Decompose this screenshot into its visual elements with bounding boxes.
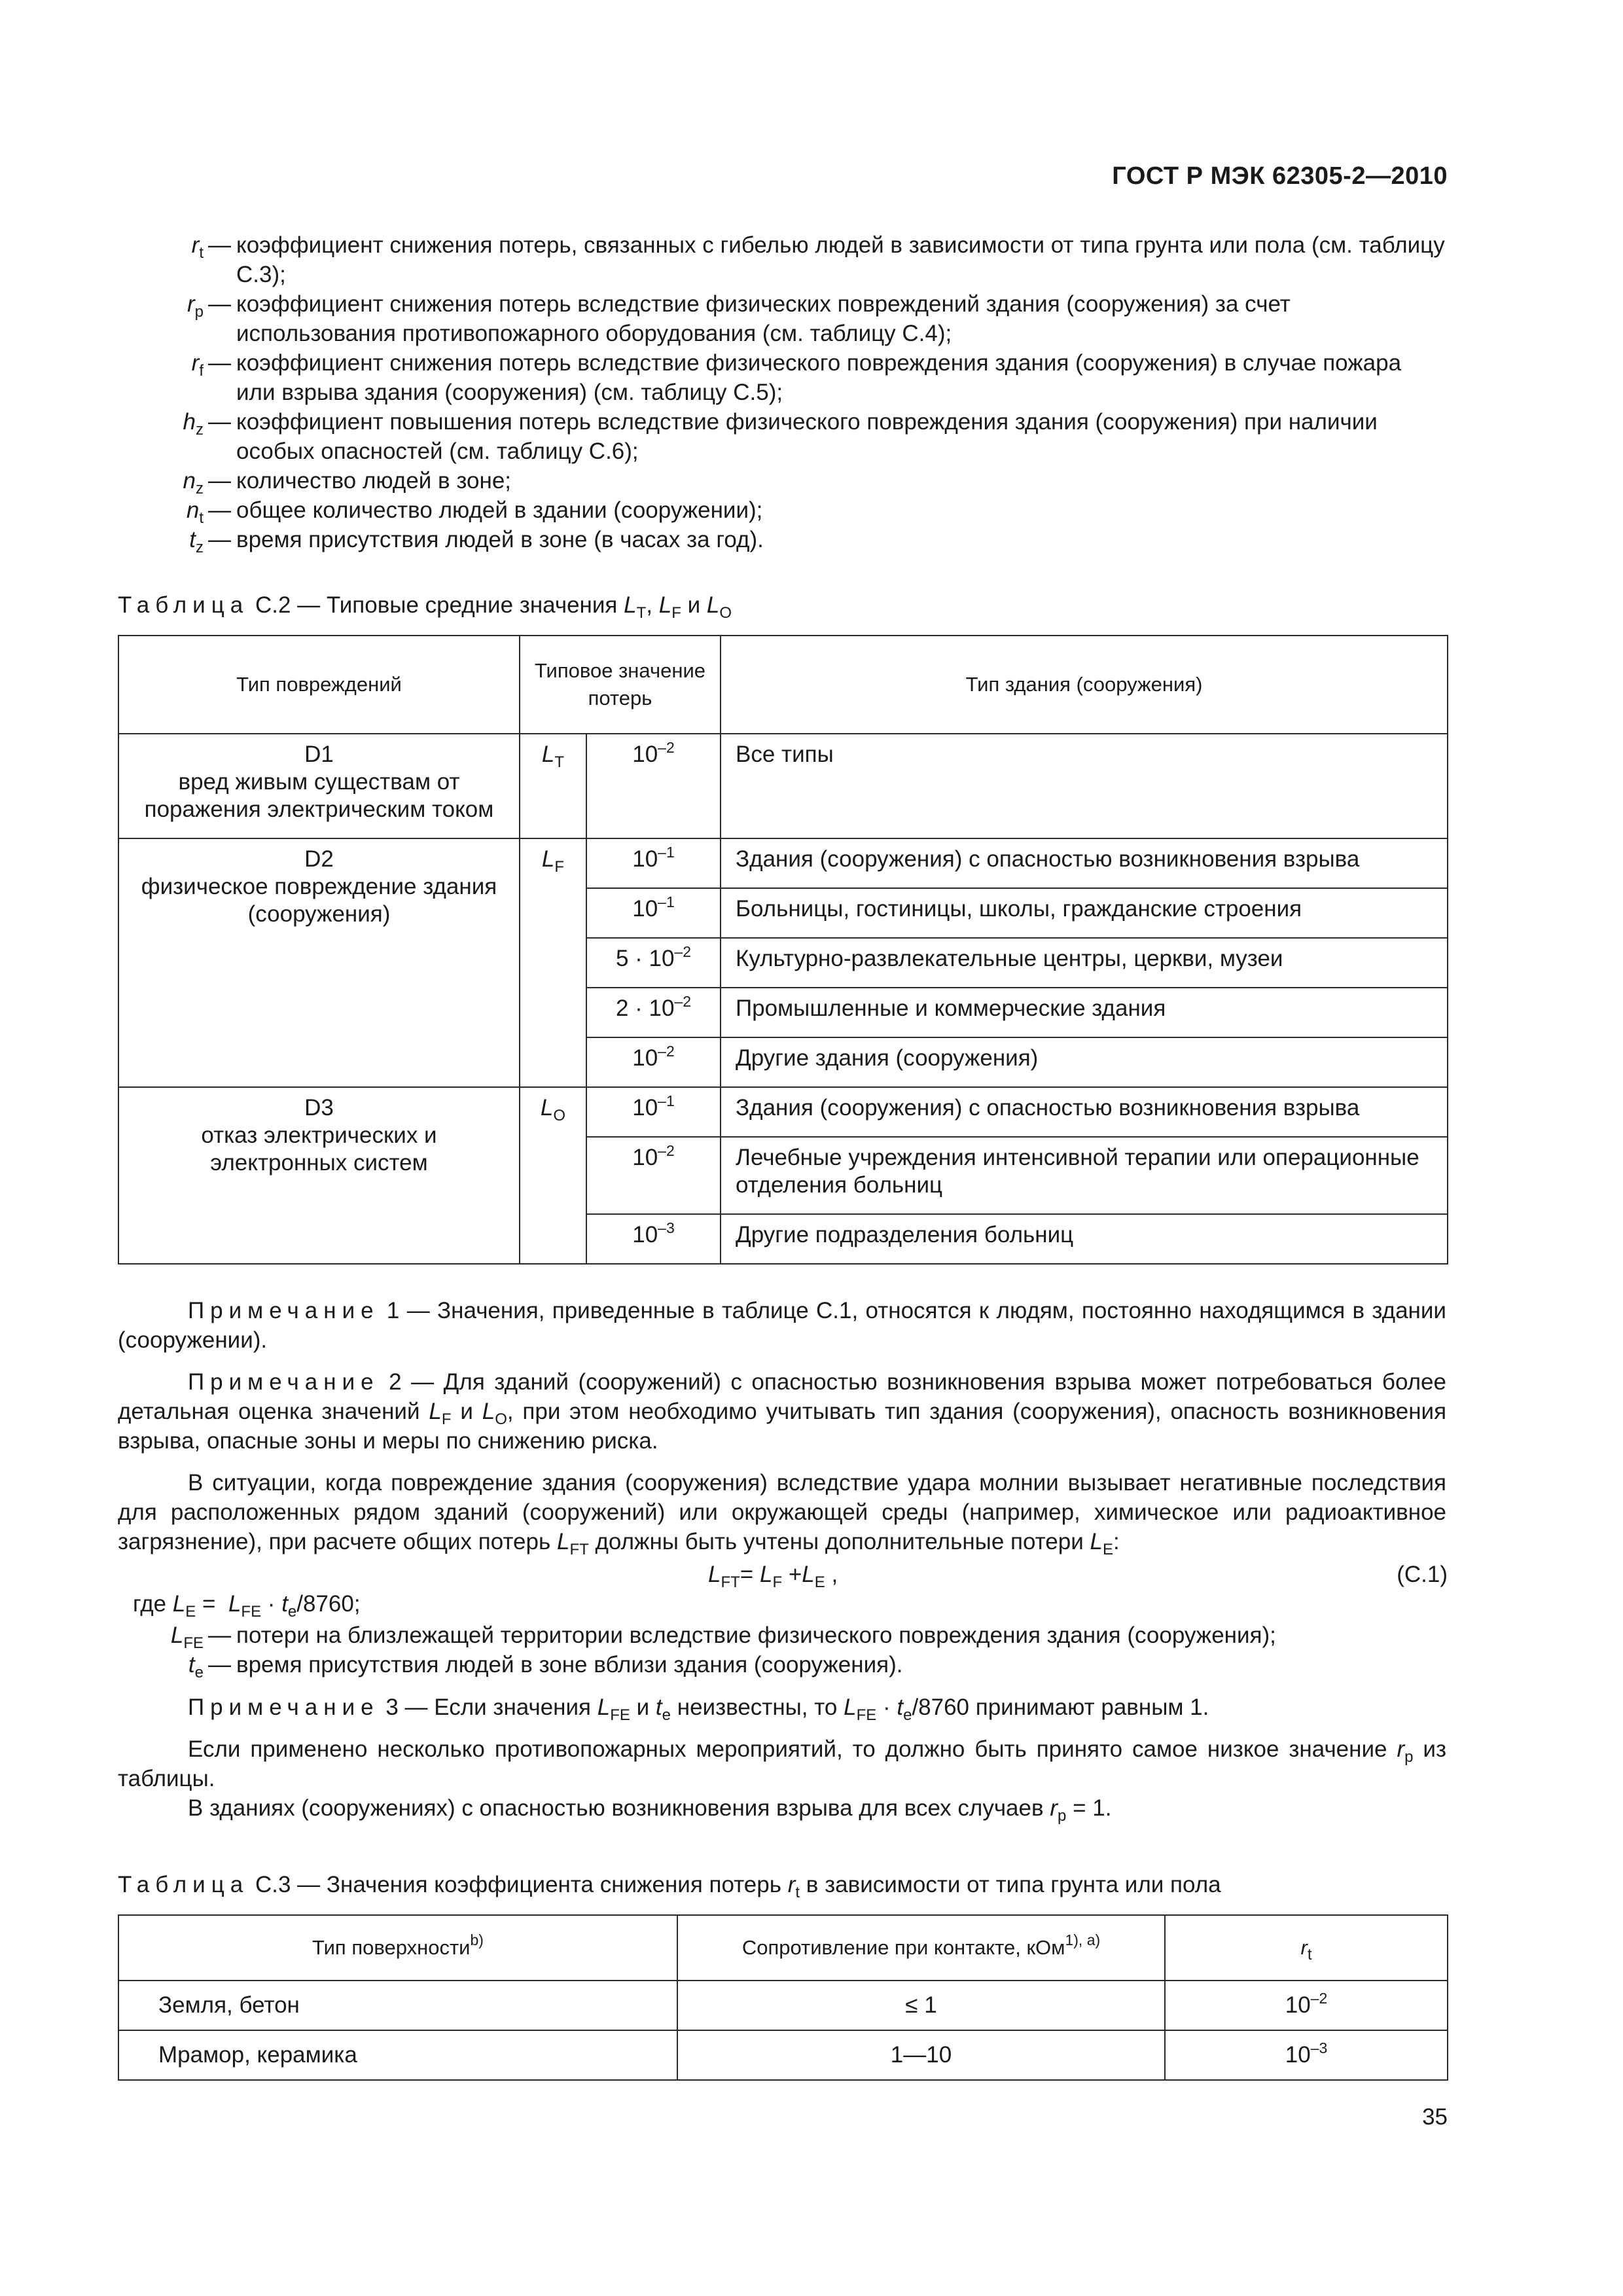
resistance-cell: ≤ 1 [677,1981,1165,2030]
building-cell: Культурно-развлекательные центры, церкви, музеи [721,938,1448,988]
resistance-cell: 1—10 [677,2030,1165,2080]
notes-block-2 [118,1693,1446,1823]
value-cell: $10^{-2}$ [586,1137,721,1214]
table-row [118,1087,1448,1137]
notes-block [118,1296,1446,1556]
definition-hz: $h_z$ — коэффициент повышения потерь вследствие физического повреждения здания (сооружения) при наличии особых опасностей (см. таблицу С.6); [183,409,1378,464]
loss-symbol-lo: $L_O$ [520,1087,586,1264]
value-cell: $10^{-3}$ [586,1214,721,1264]
note-2: Примечание 2 — Для зданий (сооружений) с опасностью возникновения взрыва может потребоваться более детальная оценка значений $L_F$ и $L_O$, при этом необходимо учитывать тип здания (сооружения), опасность возникновения взрыва, опасные зоны и меры по снижению риска. [118,1369,1447,1454]
value-cell: $10^{-2}$ [586,734,721,838]
paragraph-explosion: В зданиях (сооружениях) с опасностью возникновения взрыва для всех случаев $r_p = 1$. [188,1795,1112,1825]
table2-caption: Таблица С.2 — Типовые средние значения $L_T$, $L_F$ и $L_O$ [118,592,732,622]
definition-lfe: $L_{FE}$ — потери на близлежащей территории вследствие физического повреждения здания (сооружения); [170,1623,1276,1652]
value-cell: $10^{-1}$ [586,838,721,888]
note-1: Примечание 1 — Значения, приведенные в таблице С.1, относятся к людям, постоянно находящимся в здании (сооружении). [118,1298,1446,1353]
damage-cell-d3: D3 отказ электрических и электронных систем [118,1087,520,1264]
table3-caption: Таблица С.3 — Значения коэффициента снижения потерь $r_t$ в зависимости от типа грунта или пола [118,1872,1221,1901]
definitions-list [118,230,1446,554]
definition-rf: $r_f$ — коэффициент снижения потерь вследствие физического повреждения здания (сооружения) в случае пожара или взрыва здания (сооружения) (см. таблицу С.5); [191,350,1402,405]
table3-header-surface: Тип поверхности$^{b)}$ [118,1915,677,1981]
table2-header-damage: Тип повреждений [118,636,520,734]
table-row [118,2030,1448,2080]
building-cell: Здания (сооружения) с опасностью возникновения взрыва [721,838,1448,888]
building-cell: Все типы [721,734,1448,838]
building-cell: Другие здания (сооружения) [721,1037,1448,1087]
building-cell: Другие подразделения больниц [721,1214,1448,1264]
value-cell: $5 \cdot 10^{-2}$ [586,938,721,988]
definition-te: $t_e$ — время присутствия людей в зоне вблизи здания (сооружения). [188,1652,903,1681]
note-3: Примечание 3 — Если значения $L_{FE}$ и $t_e$ неизвестны, то $L_{FE} \cdot t_e/8760$ принимают равным 1. [188,1695,1209,1724]
table3-header-row [118,1915,1448,1981]
page-number: 35 [1422,2104,1448,2130]
surface-cell: Мрамор, керамика [118,2030,677,2080]
table-c3 [118,1914,1448,2081]
table-row [118,838,1448,888]
damage-cell-d2: D2 физическое повреждение здания (сооружения) [118,838,520,1087]
building-cell: Лечебные учреждения интенсивной терапии или операционные отделения больниц [721,1137,1448,1214]
paragraph-additional-losses: В ситуации, когда повреждение здания (сооружения) вследствие удара молнии вызывает негативные последствия для расположенных рядом зданий (сооружений) или окружающей среды (например, химическое или радиоактивное загрязнение), при расчете общих потерь $L_{FT}$ должны быть учтены дополнительные потери $L_E$: [118,1470,1446,1558]
rt-cell: $10^{-3}$ [1165,2030,1448,2080]
definition-tz: $t_z$ — время присутствия людей в зоне (в часах за год). [189,527,764,556]
value-cell: $10^{-1}$ [586,1087,721,1137]
definition-nz: $n_z$ — количество людей в зоне; [183,468,512,497]
table3-header-rt: $r_t$ [1165,1915,1448,1981]
loss-symbol-lt: $L_T$ [520,734,586,838]
table-row [118,734,1448,838]
building-cell: Здания (сооружения) с опасностью возникновения взрыва [721,1087,1448,1137]
table-row [118,1981,1448,2030]
paragraph-fire-measures: Если применено несколько противопожарных мероприятий, то должно быть принято самое низкое значение $r_p$ из таблицы. [118,1736,1446,1791]
value-cell: $10^{-1}$ [586,888,721,938]
table2-header-building: Тип здания (сооружения) [721,636,1448,734]
value-cell: $2 \cdot 10^{-2}$ [586,988,721,1037]
table3-header-resistance: Сопротивление при контакте, кОм$^{1), a)}$ [677,1915,1165,1981]
table2-header-value: Типовое значение потерь [520,636,721,734]
definition-nt: $n_t$ — общее количество людей в здании (сооружении); [186,497,763,527]
where-definitions [118,1621,1446,1679]
formula-number: (С.1) [1397,1562,1448,1587]
definition-rt: $r_t$ — коэффициент снижения потерь, связанных с гибелью людей в зависимости от типа грунта или пола (см. таблицу С.3); [191,232,1445,287]
rt-cell: $10^{-2}$ [1165,1981,1448,2030]
definition-rp: $r_p$ — коэффициент снижения потерь вследствие физических повреждений здания (сооружения) за счет использования противопожарного оборудования (см. таблицу С.4); [187,291,1291,346]
table2-header-row [118,636,1448,734]
value-cell: $10^{-2}$ [586,1037,721,1087]
building-cell: Больницы, гостиницы, школы, гражданские строения [721,888,1448,938]
loss-symbol-lf: $L_F$ [520,838,586,1087]
formula-c1: $L_{FT}= L_F +L_E$ , [708,1562,838,1591]
where-le: где $L_E = L_{FE} \cdot t_e/8760$; [133,1591,361,1621]
table-c2 [118,635,1448,1265]
standard-header: ГОСТ Р МЭК 62305-2—2010 [1112,162,1448,190]
damage-cell-d1: D1 вред живым существам от поражения электрическим током [118,734,520,838]
surface-cell: Земля, бетон [118,1981,677,2030]
building-cell: Промышленные и коммерческие здания [721,988,1448,1037]
